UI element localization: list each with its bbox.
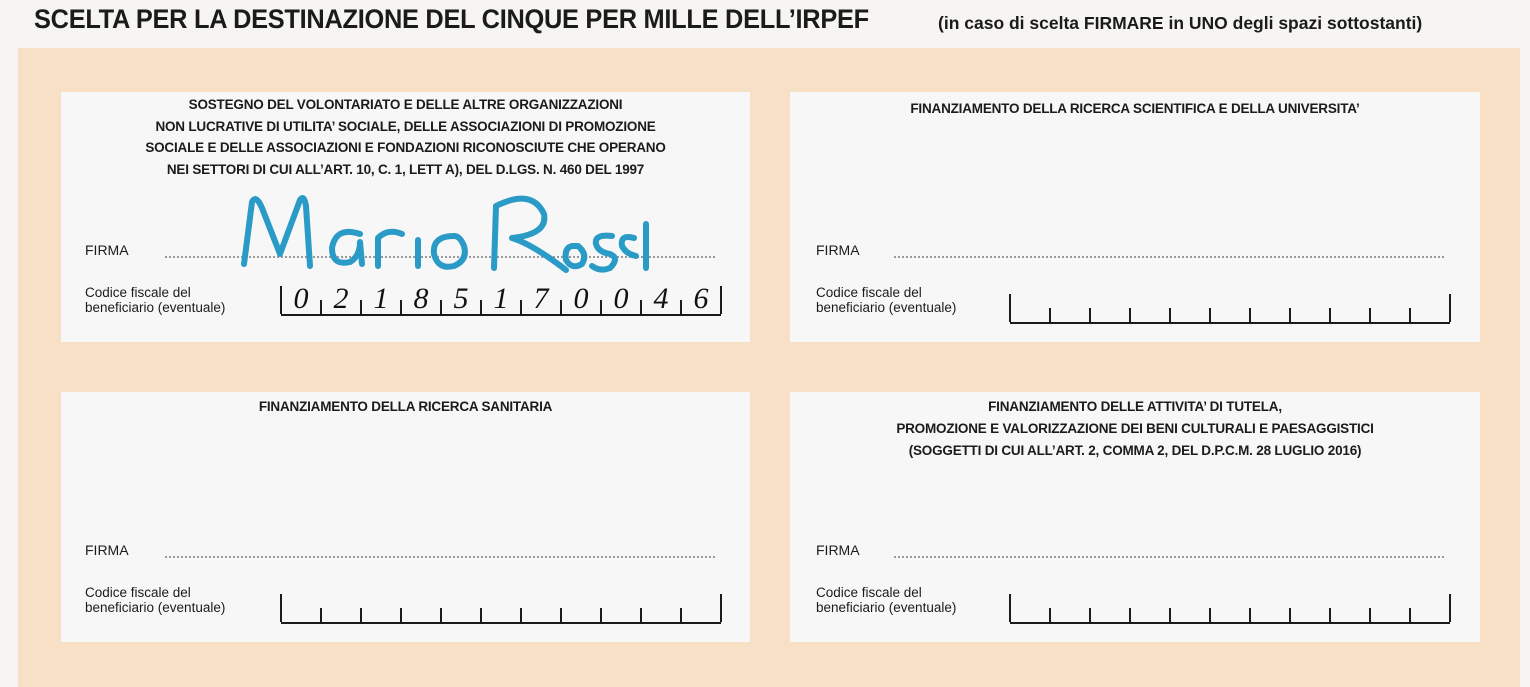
box-title-line: FINANZIAMENTO DELLA RICERCA SCIENTIFICA E DELLA UNIVERSITA’: [910, 101, 1360, 116]
codice-fiscale-field[interactable]: [281, 282, 721, 316]
cf-digit: 7: [533, 282, 549, 315]
cf-cell-divider: [520, 608, 522, 622]
box-title: [61, 94, 750, 180]
box-title: [790, 396, 1480, 462]
cf-cell-divider: [440, 608, 442, 622]
cf-cell-divider: [1289, 608, 1291, 622]
box-ricerca-scientifica: [790, 92, 1480, 342]
cf-cell-divider: [1409, 308, 1411, 322]
cf-digit: 2: [333, 282, 349, 315]
cf-cell-divider: [1329, 308, 1331, 322]
box-title-line: SOSTEGNO DEL VOLONTARIATO E DELLE ALTRE ORGANIZZAZIONI: [188, 97, 623, 112]
cf-cell-divider: [1009, 594, 1011, 622]
cf-digit: 8: [413, 282, 429, 315]
cf-digit: 0: [293, 282, 309, 315]
cf-cell-divider: [1089, 308, 1091, 322]
cf-cell-divider: [1209, 608, 1211, 622]
cf-digit: 5: [453, 282, 469, 315]
box-title: [61, 396, 750, 418]
box-title-line: NEI SETTORI DI CUI ALL’ART. 10, C. 1, LETT A), DEL D.LGS. N. 460 DEL 1997: [166, 161, 645, 177]
box-title: [790, 98, 1480, 120]
box-title-line: (SOGGETTI DI CUI ALL’ART. 2, COMMA 2, DEL D.P.C.M. 28 LUGLIO 2016): [908, 443, 1362, 458]
cf-cell-divider: [1289, 308, 1291, 322]
cf-digit: 0: [613, 282, 629, 315]
cf-cell-divider: [1049, 308, 1051, 322]
cf-digit: 1: [493, 282, 509, 315]
box-title-line: PROMOZIONE E VALORIZZAZIONE DEI BENI CULTURALI E PAESAGGISTICI: [896, 421, 1374, 436]
box-title-line: NON LUCRATIVE DI UTILITA’ SOCIALE, DELLE ASSOCIAZIONI DI PROMOZIONE: [155, 118, 656, 134]
firma-label: FIRMA: [85, 242, 129, 258]
cf-cell-divider: [720, 594, 722, 622]
codice-fiscale-label: Codice fiscale del beneficiario (eventuale): [85, 285, 226, 315]
cf-cell-divider: [1449, 294, 1451, 322]
cf-cell-divider: [1089, 608, 1091, 622]
cf-cell-divider: [480, 608, 482, 622]
cf-digit: 0: [573, 282, 589, 315]
cf-cell-divider: [400, 608, 402, 622]
form-instruction-note: (in caso di scelta FIRMARE in UNO degli spazi sottostanti): [938, 13, 1423, 33]
firma-label: FIRMA: [816, 542, 860, 558]
form-title: SCELTA PER LA DESTINAZIONE DEL CINQUE PER MILLE DELL’IRPEF: [34, 4, 869, 34]
box-beni-culturali: [790, 392, 1480, 642]
cf-cell-divider: [1449, 594, 1451, 622]
cf-cell-divider: [1049, 608, 1051, 622]
cf-digit: 4: [653, 282, 669, 315]
codice-fiscale-label: Codice fiscale del beneficiario (eventuale): [85, 585, 226, 615]
signature-field[interactable]: [165, 556, 715, 558]
cf-cell-divider: [1249, 308, 1251, 322]
form-heading: [34, 4, 1524, 42]
cf-cell-divider: [280, 594, 282, 622]
firma-label: FIRMA: [85, 542, 129, 558]
signature-image: [232, 184, 652, 276]
codice-fiscale-field[interactable]: [1010, 294, 1450, 324]
cf-cell-divider: [560, 608, 562, 622]
cf-digit: 6: [693, 282, 709, 315]
cf-cell-divider: [600, 608, 602, 622]
codice-fiscale-field[interactable]: [281, 594, 721, 624]
cf-cell-divider: [1009, 294, 1011, 322]
cf-cell-divider: [360, 608, 362, 622]
cf-cell-divider: [1169, 308, 1171, 322]
cf-cell-divider: [1209, 308, 1211, 322]
cf-cell-divider: [680, 608, 682, 622]
cf-cell-divider: [1169, 608, 1171, 622]
box-title-line: FINANZIAMENTO DELLE ATTIVITA’ DI TUTELA,: [988, 399, 1282, 414]
cf-cell-divider: [1249, 608, 1251, 622]
signature-field[interactable]: [894, 556, 1444, 558]
codice-fiscale-label: Codice fiscale del beneficiario (eventuale): [816, 285, 957, 315]
cf-cell-divider: [1329, 608, 1331, 622]
box-title-line: FINANZIAMENTO DELLA RICERCA SANITARIA: [258, 399, 553, 414]
cf-digit: 1: [373, 282, 389, 315]
box-title-line: SOCIALE E DELLE ASSOCIAZIONI E FONDAZIONI RICONOSCIUTE CHE OPERANO: [145, 140, 666, 155]
cf-cell-divider: [1129, 608, 1131, 622]
codice-fiscale-label: Codice fiscale del beneficiario (eventuale): [816, 585, 957, 615]
cf-cell-divider: [1409, 608, 1411, 622]
signature-field[interactable]: [894, 256, 1444, 258]
codice-fiscale-field[interactable]: [1010, 594, 1450, 624]
box-ricerca-sanitaria: [61, 392, 750, 642]
firma-label: FIRMA: [816, 242, 860, 258]
cf-cell-divider: [1129, 308, 1131, 322]
cf-cell-divider: [640, 608, 642, 622]
cf-cell-divider: [1369, 308, 1371, 322]
cf-cell-divider: [1369, 608, 1371, 622]
cf-cell-divider: [320, 608, 322, 622]
